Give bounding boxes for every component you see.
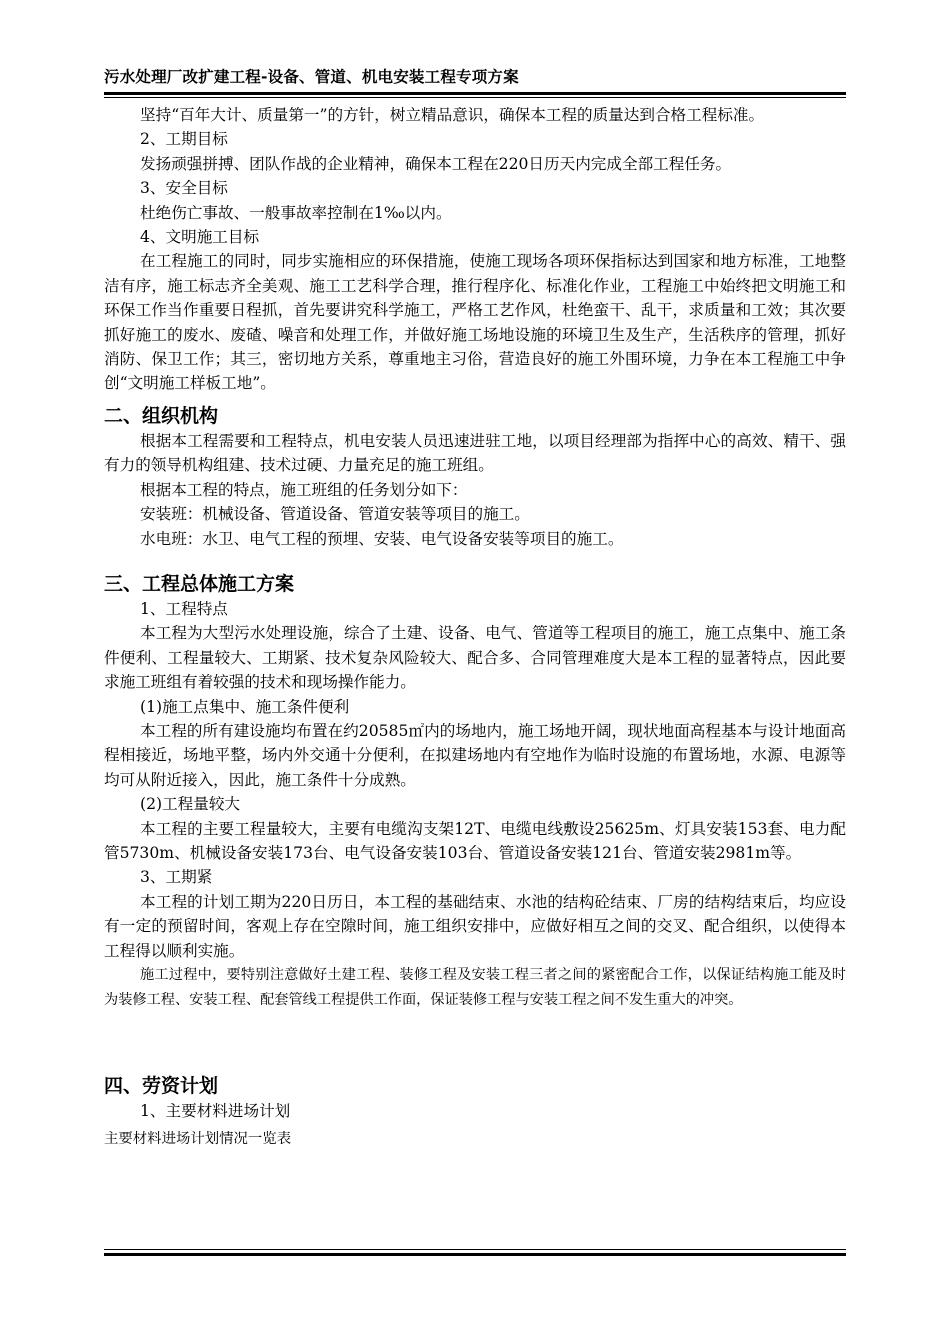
quality-goal-paragraph: 坚持“百年大计、质量第一”的方针，树立精品意识，确保本工程的质量达到合格工程标准。 <box>140 106 765 124</box>
document-body <box>104 103 846 1152</box>
tight-schedule-text: 本工程的计划工期为220日历日，本工程的基础结束、水池的结构砼结束、厂房的结构结束后，均应设有一定的预留时间，客观上存在空隙时间，施工组织安排中，应做好相互之间的交叉、配合组织，以使得本工程得以顺利实施。 <box>104 892 846 960</box>
concentrated-site-label: (1)施工点集中、施工条件便利 <box>140 697 350 716</box>
footer-rule-thin <box>104 1249 846 1250</box>
project-features-text: 本工程为大型污水处理设施，综合了土建、设备、电气、管道等工程项目的施工，施工点集中、施工条件便利、工程量较大、工期紧、技术复杂风险较大、配合多、合同管理难度大是本工程的显著特点，因此要求施工班组有着较强的技术和现场操作能力。 <box>104 624 846 692</box>
header-rule-thick <box>104 92 846 95</box>
section-heading-organization: 二、组织机构 <box>104 404 219 427</box>
organization-paragraph: 根据本工程需要和工程特点，机电安装人员迅速进驻工地，以项目经理部为指挥中心的高效、精干、强有力的领导机构组建、技术过硬、力量充足的施工班组。 <box>104 431 846 475</box>
footer-rule-thick <box>104 1253 846 1256</box>
section-heading-labor-plan: 四、劳资计划 <box>104 1075 219 1097</box>
large-workload-text: 本工程的主要工程量较大，主要有电缆沟支架12T、电缆电线敷设25625m、灯具安装153套、电力配管5730m、机械设备安装173台、电气设备安装103台、管道设备安装121台、管道安装2981m等。 <box>104 819 846 862</box>
safety-goal-text: 杜绝伤亡事故、一般事故率控制在1‰以内。 <box>140 203 452 222</box>
material-entry-plan-label: 1、主要材料进场计划 <box>140 1102 291 1120</box>
coordination-note: 施工过程中，要特别注意做好土建工程、装修工程及安装工程三者之间的紧密配合工作，以保证结构施工能及时为装修工程、安装工程、配套管线工程提供工作面，保证装修工程与安装工程之间不发生重大的冲突。 <box>104 967 846 1008</box>
material-table-caption: 主要材料进场计划情况一览表 <box>104 1131 292 1148</box>
header-rule-thin <box>104 97 846 98</box>
project-features-label: 1、工程特点 <box>140 599 228 618</box>
safety-goal-label: 3、安全目标 <box>140 179 228 198</box>
tight-schedule-label: 3、工期紧 <box>140 868 213 887</box>
plumbing-electrical-team-item: 水电班：水卫、电气工程的预埋、安装、电气设备安装等项目的施工。 <box>140 529 624 548</box>
team-division-intro: 根据本工程的特点，施工班组的任务划分如下： <box>140 480 468 499</box>
page-header-title: 污水处理厂改扩建工程-设备、管道、机电安装工程专项方案 <box>104 68 519 86</box>
concentrated-site-text: 本工程的所有建设施均布置在约20585㎡内的场地内，施工场地开阔，现状地面高程基本与设计地面高程相接近，场地平整，场内外交通十分便利，在拟建场地内有空地作为临时设施的布置场地，水源、电源等均可从附近接入，因此，施工条件十分成熟。 <box>104 721 846 789</box>
installation-team-item: 安装班：机械设备、管道设备、管道安装等项目的施工。 <box>140 505 530 524</box>
schedule-goal-text: 发扬顽强拼搏、团队作战的企业精神，确保本工程在220日历天内完成全部工程任务。 <box>140 154 732 173</box>
schedule-goal-label: 2、工期目标 <box>140 130 228 149</box>
civil-construction-goal-text: 在工程施工的同时，同步实施相应的环保措施，使施工现场各项环保指标达到国家和地方标准，工地整洁有序，施工标志齐全美观、施工工艺科学合理，推行程序化、标准化作业，工程施工中始终把文明施工和环保工作当作重要日程抓，首先要讲究科学施工，严格工艺作风，杜绝蛮干、乱干，求质量和工效；其次要抓好施工的废水、废碴、噪音和处理工作，并做好施工场地设施的环境卫生及生产，生活秩序的管理，抓好消防、保卫工作；其三，密切地方关系，尊重地主习俗，营造良好的施工外围环境，力争在本工程施工中争创“文明施工样板工地”。 <box>104 252 846 393</box>
large-workload-label: (2)工程量较大 <box>140 795 241 814</box>
section-heading-construction-plan: 三、工程总体施工方案 <box>104 572 295 595</box>
civil-construction-goal-label: 4、文明施工目标 <box>140 228 260 247</box>
